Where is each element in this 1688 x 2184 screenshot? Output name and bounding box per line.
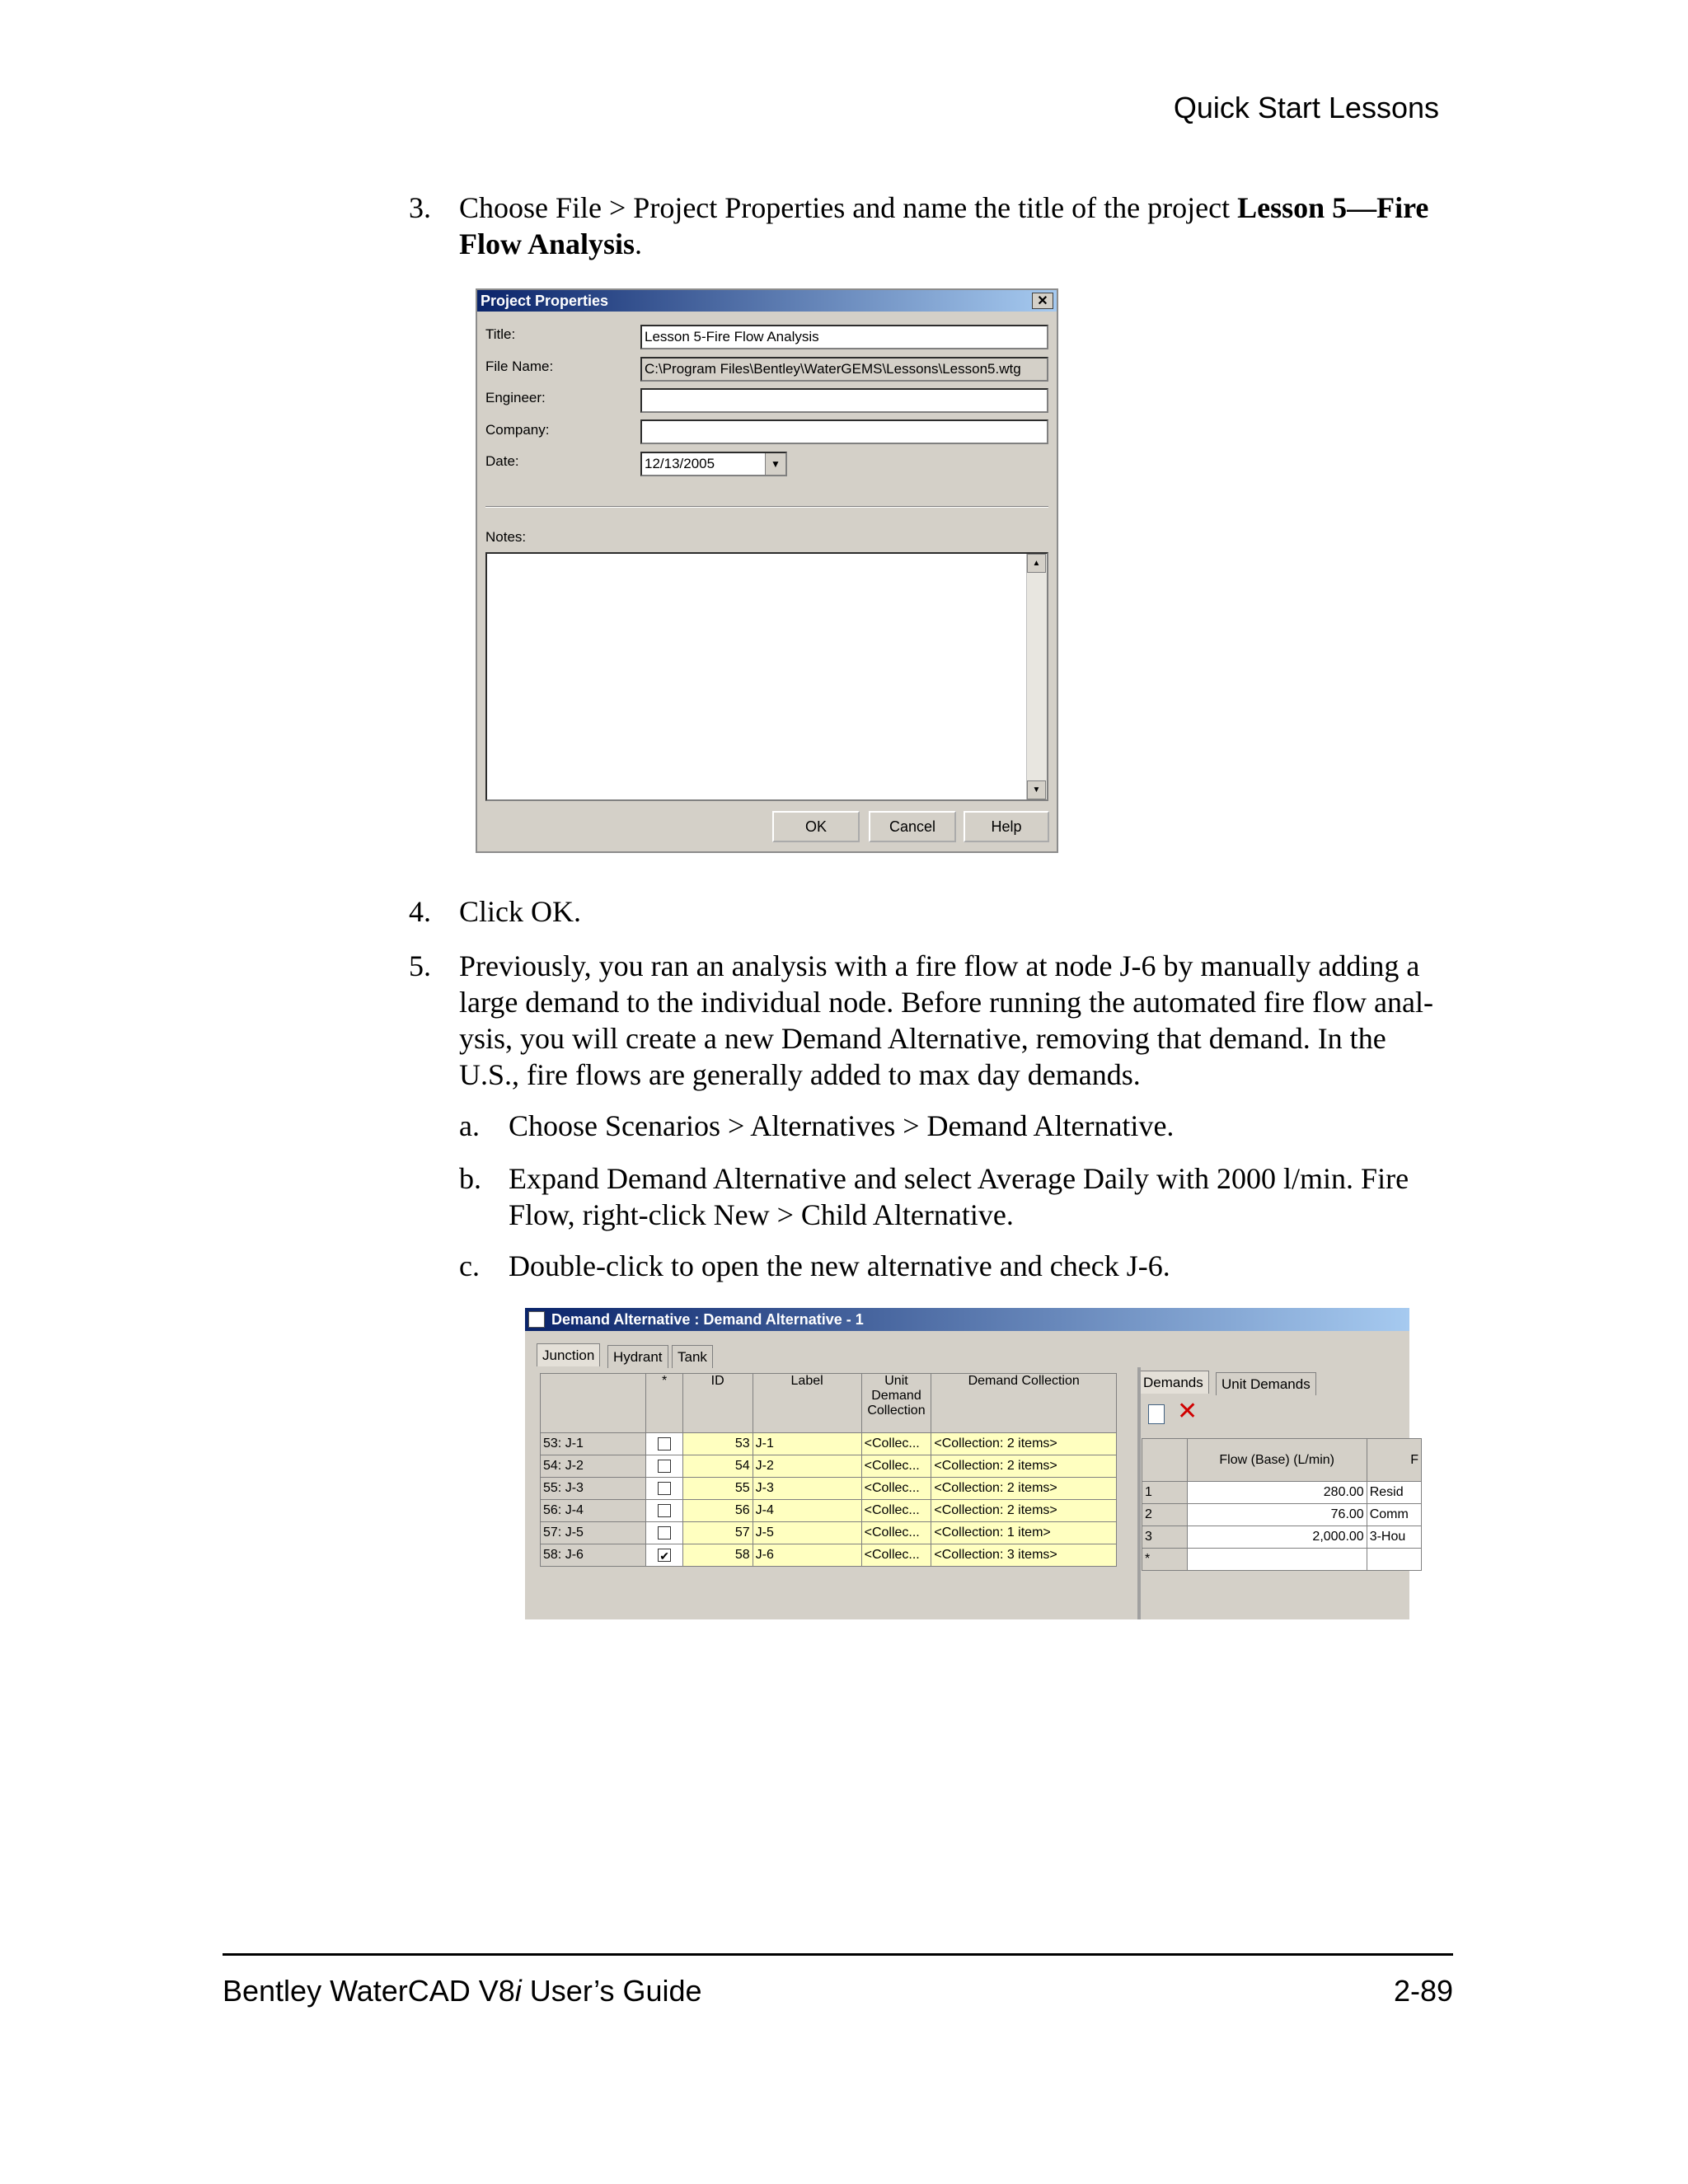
step-b-letter: b. [459,1162,481,1195]
step-b-text [509,1160,1465,1233]
footer-prefix: Bentley WaterCAD V8 [223,1974,515,2008]
flow-cell[interactable]: 76.00 [1187,1504,1367,1526]
label-cell[interactable]: J-6 [753,1544,861,1567]
ok-button[interactable]: OK [772,811,860,842]
label-cell[interactable]: J-1 [753,1433,861,1455]
column-header-unit-demand[interactable]: Unit Demand Collection [861,1374,931,1433]
column-header-id[interactable]: ID [682,1374,753,1433]
step-3-text [459,190,1465,262]
step-5-line-4: U.S., fire flows are generally added to max day demands. [459,1058,1141,1091]
demand-rows [1142,1482,1422,1571]
row-checkbox-cell[interactable] [646,1433,682,1455]
demands-table [1142,1438,1422,1571]
table-row[interactable] [1142,1549,1422,1571]
table-row[interactable] [1142,1482,1422,1504]
notes-textarea[interactable] [485,552,1048,801]
tab-junction[interactable]: Junction [537,1343,600,1366]
engineer-field[interactable] [640,388,1048,413]
label-cell[interactable]: J-3 [753,1478,861,1500]
footer-suffix: User’s Guide [521,1974,702,2008]
table-row[interactable] [541,1544,1117,1567]
step-4-text: Click OK. [459,895,581,928]
demand-collection-cell[interactable]: <Collection: 3 items> [931,1544,1117,1567]
cancel-button[interactable]: Cancel [869,811,956,842]
table-header-row [541,1374,1117,1433]
close-icon[interactable]: ✕ [1032,293,1053,309]
help-button[interactable]: Help [964,811,1049,842]
dialog-title: Project Properties [481,293,609,309]
new-row-icon[interactable] [1148,1404,1165,1424]
row-number: * [1142,1549,1188,1571]
step-b-line-1: Expand Demand Alternative and select Average Daily with 2000 l/min. Fire [509,1162,1409,1195]
notes-scrollbar[interactable] [1026,554,1047,799]
checkbox[interactable] [658,1437,671,1451]
pattern-cell[interactable] [1367,1549,1421,1571]
row-header[interactable]: 55: J-3 [541,1478,646,1500]
footer-rule [223,1953,1453,1956]
table-row[interactable] [541,1522,1117,1544]
table-row[interactable] [541,1433,1117,1455]
pattern-cell[interactable]: 3-Hou [1367,1526,1421,1549]
company-field[interactable] [640,419,1048,444]
flow-cell[interactable]: 280.00 [1187,1482,1367,1504]
window-title: Demand Alternative : Demand Alternative - 1 [551,1311,864,1328]
row-header[interactable]: 54: J-2 [541,1455,646,1478]
step-3-bold-1: Lesson 5—Fire [1237,191,1429,224]
step-3-bold-2: Flow Analysis [459,227,635,260]
row-number: 3 [1142,1526,1188,1549]
step-3-tail: . [635,227,643,260]
tab-unit-demands[interactable]: Unit Demands [1216,1372,1316,1395]
checkbox[interactable] [658,1460,671,1473]
step-c-letter: c. [459,1249,480,1282]
table-row[interactable] [541,1500,1117,1522]
tab-demands[interactable]: Demands [1137,1371,1209,1394]
table-row[interactable] [541,1478,1117,1500]
dialog-title-bar [477,290,1057,312]
checkbox[interactable] [658,1526,671,1540]
unit-demand-cell[interactable]: <Collec... [861,1500,931,1522]
label-cell[interactable]: J-2 [753,1455,861,1478]
demands-corner [1142,1439,1188,1482]
pattern-cell[interactable]: Comm [1367,1504,1421,1526]
scroll-down-icon[interactable]: ▼ [1027,780,1046,799]
demand-collection-cell[interactable]: <Collection: 2 items> [931,1433,1117,1455]
company-label: Company: [485,422,550,438]
file-name-label: File Name: [485,359,554,374]
step-5-line-3: ysis, you will create a new Demand Alternative, removing that demand. In the [459,1022,1386,1055]
row-header[interactable]: 53: J-1 [541,1433,646,1455]
pattern-cell[interactable]: Resid [1367,1482,1421,1504]
unit-demand-cell[interactable]: <Collec... [861,1455,931,1478]
row-checkbox-cell[interactable] [646,1544,682,1567]
step-5-line-2: large demand to the individual node. Before running the automated fire flow anal- [459,986,1433,1019]
checkbox[interactable] [658,1504,671,1517]
demand-collection-cell[interactable]: <Collection: 2 items> [931,1455,1117,1478]
row-checkbox-cell[interactable] [646,1522,682,1544]
document-icon [528,1311,545,1328]
id-cell[interactable]: 56 [682,1500,753,1522]
title-label: Title: [485,326,516,342]
step-4-number: 4. [409,895,431,928]
unit-demand-cell[interactable]: <Collec... [861,1522,931,1544]
date-label: Date: [485,453,519,469]
column-header-pattern[interactable]: F [1367,1439,1421,1482]
id-cell[interactable]: 57 [682,1522,753,1544]
step-a-letter: a. [459,1109,480,1142]
row-header[interactable]: 58: J-6 [541,1544,646,1567]
id-cell[interactable]: 54 [682,1455,753,1478]
column-header-flow[interactable]: Flow (Base) (L/min) [1187,1439,1367,1482]
unit-demand-cell[interactable]: <Collec... [861,1544,931,1567]
demand-collection-cell[interactable]: <Collection: 2 items> [931,1478,1117,1500]
step-a-text: Choose Scenarios > Alternatives > Demand Alternative. [509,1109,1175,1142]
junction-rows [541,1433,1117,1567]
flow-cell[interactable]: 2,000.00 [1187,1526,1367,1549]
unit-demand-cell[interactable]: <Collec... [861,1478,931,1500]
step-5-text [459,948,1473,1093]
demand-alternative-window [525,1308,1418,1619]
title-field[interactable]: Lesson 5-Fire Flow Analysis [640,325,1048,349]
row-checkbox-cell[interactable] [646,1455,682,1478]
row-checkbox-cell[interactable] [646,1478,682,1500]
step-3-number: 3. [409,191,431,224]
row-number: 1 [1142,1482,1188,1504]
page-number: 2-89 [1393,1974,1453,2008]
row-number: 2 [1142,1504,1188,1526]
step-b-line-2: Flow, right-click New > Child Alternative. [509,1198,1014,1231]
engineer-label: Engineer: [485,390,546,405]
row-checkbox-cell[interactable] [646,1500,682,1522]
checkbox[interactable] [658,1482,671,1495]
running-header: Quick Start Lessons [1173,91,1439,124]
footer-guide-title [223,1974,702,2008]
window-title-bar [525,1308,1409,1331]
tab-tank[interactable]: Tank [672,1345,713,1368]
separator [485,506,1048,508]
tab-hydrant[interactable]: Hydrant [607,1345,668,1368]
label-cell[interactable]: J-4 [753,1500,861,1522]
date-value: 12/13/2005 [645,456,715,471]
unit-demand-cell[interactable]: <Collec... [861,1433,931,1455]
table-row[interactable] [1142,1504,1422,1526]
demands-header-row [1142,1439,1422,1482]
footer-italic: i [514,1974,522,2008]
step-5-number: 5. [409,949,431,982]
date-picker[interactable] [640,452,787,476]
checkbox[interactable]: ✔ [658,1549,671,1562]
delete-icon[interactable]: ✕ [1177,1398,1198,1425]
flow-cell[interactable] [1187,1549,1367,1571]
id-cell[interactable]: 55 [682,1478,753,1500]
id-cell[interactable]: 58 [682,1544,753,1567]
chevron-down-icon[interactable]: ▼ [765,453,785,475]
junction-table [540,1373,1117,1567]
id-cell[interactable]: 53 [682,1433,753,1455]
project-properties-dialog [476,288,1058,853]
step-3-lead: Choose File > Project Properties and name the title of the project [459,191,1238,224]
table-row[interactable] [541,1455,1117,1478]
column-header-demand-collection[interactable]: Demand Collection [931,1374,1117,1433]
notes-label: Notes: [485,529,527,545]
row-header[interactable]: 56: J-4 [541,1500,646,1522]
step-c-text: Double-click to open the new alternative and check J-6. [509,1249,1170,1282]
row-header-corner [541,1374,646,1433]
label-cell[interactable]: J-5 [753,1522,861,1544]
step-5-line-1: Previously, you ran an analysis with a fire flow at node J-6 by manually adding a [459,949,1420,982]
column-header-star[interactable]: * [646,1374,682,1433]
scroll-up-icon[interactable]: ▲ [1027,554,1046,573]
demand-collection-cell[interactable]: <Collection: 1 item> [931,1522,1117,1544]
table-row[interactable] [1142,1526,1422,1549]
column-header-label[interactable]: Label [753,1374,861,1433]
file-name-field: C:\Program Files\Bentley\WaterGEMS\Lessons\Lesson5.wtg [640,357,1048,382]
row-header[interactable]: 57: J-5 [541,1522,646,1544]
splitter[interactable] [1137,1367,1141,1619]
demand-collection-cell[interactable]: <Collection: 2 items> [931,1500,1117,1522]
